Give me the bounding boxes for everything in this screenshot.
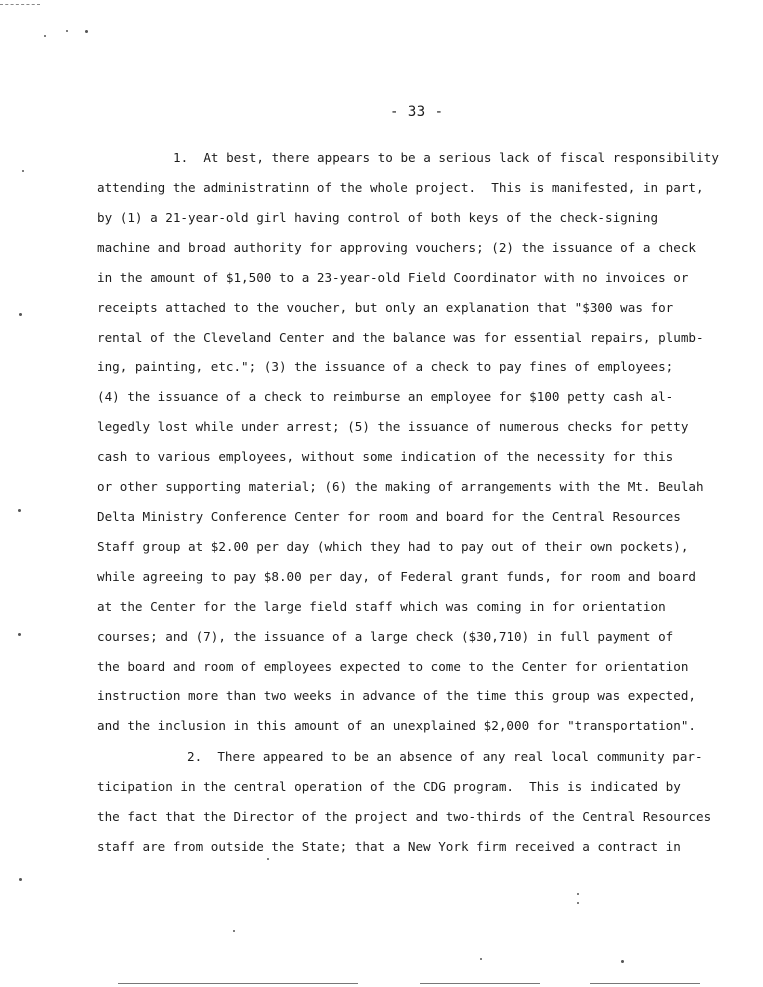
scan-speck <box>19 313 22 316</box>
text-line-3: by (1) a 21-year-old girl having control of both keys of the check-signing <box>97 210 659 225</box>
scan-speck <box>44 35 46 37</box>
text-line-8: ing, painting, etc."; (3) the issuance of a check to pay fines of employees; <box>97 359 674 374</box>
text-line-10: legedly lost while under arrest; (5) the issuance of numerous checks for petty <box>97 419 689 434</box>
text-line-7: rental of the Cleveland Center and the balance was for essential repairs, plumb- <box>97 330 704 345</box>
scan-speck <box>19 878 22 881</box>
bottom-edge-rule <box>590 983 700 984</box>
text-line-18: the board and room of employees expected to come to the Center for orientation <box>97 659 689 674</box>
text-line-2: attending the administratinn of the whole project. This is manifested, in part, <box>97 180 704 195</box>
text-line-21: 2. There appeared to be an absence of any real local community par- <box>187 749 703 764</box>
scan-speck <box>621 960 624 963</box>
text-line-12: or other supporting material; (6) the making of arrangements with the Mt. Beulah <box>97 479 704 494</box>
scan-speck <box>480 958 482 960</box>
top-edge-mark <box>0 4 40 5</box>
text-line-14: Staff group at $2.00 per day (which they had to pay out of their own pockets), <box>97 539 689 554</box>
bottom-edge-rule <box>420 983 540 984</box>
page-number: - 33 - <box>390 104 444 120</box>
text-line-4: machine and broad authority for approving vouchers; (2) the issuance of a check <box>97 240 696 255</box>
scan-speck <box>66 30 68 32</box>
scan-speck <box>233 930 235 932</box>
scan-speck <box>577 902 579 904</box>
text-line-16: at the Center for the large field staff which was coming in for orientation <box>97 599 666 614</box>
text-line-20: and the inclusion in this amount of an unexplained $2,000 for "transportation". <box>97 718 696 733</box>
text-line-24: staff are from outside the State; that a New York firm received a contract in <box>97 839 681 854</box>
text-line-15: while agreeing to pay $8.00 per day, of Federal grant funds, for room and board <box>97 569 696 584</box>
scan-speck <box>22 170 24 172</box>
scan-speck <box>18 509 21 512</box>
scan-speck <box>85 30 88 33</box>
scan-speck <box>18 633 21 636</box>
text-line-11: cash to various employees, without some indication of the necessity for this <box>97 449 674 464</box>
scan-speck <box>577 893 579 895</box>
bottom-edge-rule <box>118 983 358 984</box>
text-line-17: courses; and (7), the issuance of a large check ($30,710) in full payment of <box>97 629 674 644</box>
text-line-5: in the amount of $1,500 to a 23-year-old Field Coordinator with no invoices or <box>97 270 689 285</box>
text-line-1: 1. At best, there appears to be a serious lack of fiscal responsibility <box>173 150 719 165</box>
text-line-6: receipts attached to the voucher, but only an explanation that "$300 was for <box>97 300 674 315</box>
text-line-9: (4) the issuance of a check to reimburse an employee for $100 petty cash al- <box>97 389 674 404</box>
text-line-19: instruction more than two weeks in advance of the time this group was expected, <box>97 688 696 703</box>
text-line-22: ticipation in the central operation of the CDG program. This is indicated by <box>97 779 681 794</box>
scan-speck <box>267 858 269 860</box>
text-line-13: Delta Ministry Conference Center for room and board for the Central Resources <box>97 509 681 524</box>
text-line-23: the fact that the Director of the project and two-thirds of the Central Resources <box>97 809 712 824</box>
